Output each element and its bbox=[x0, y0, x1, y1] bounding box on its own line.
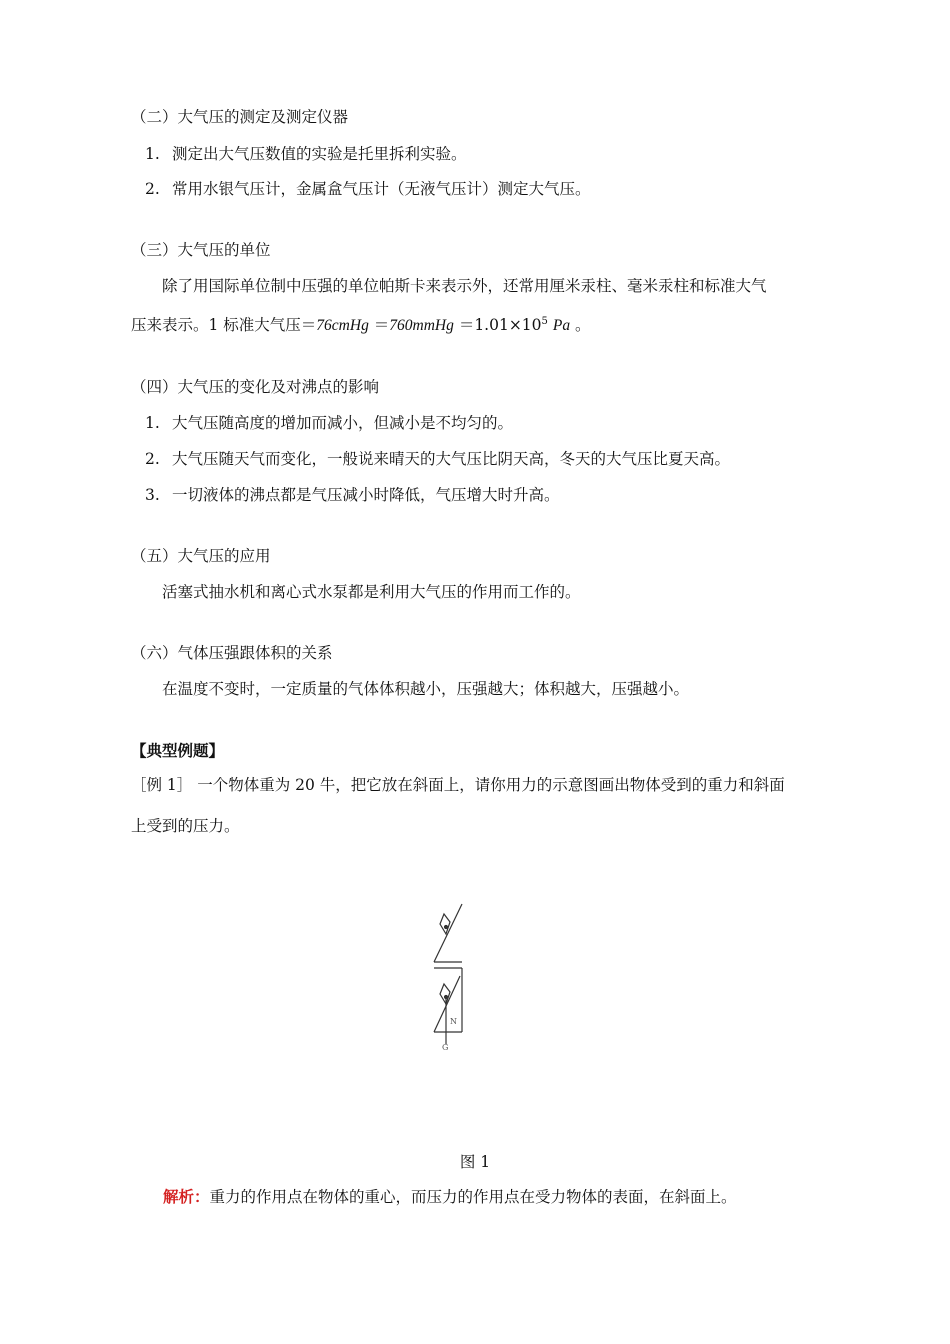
list-number: 2. bbox=[145, 450, 160, 468]
upper-incline-sketch bbox=[434, 904, 462, 962]
paragraph: 活塞式抽水机和离心式水泵都是利用大气压的作用而工作的。 bbox=[162, 583, 581, 601]
list-number: 1. bbox=[145, 414, 160, 432]
section-4-heading: （四）大气压的变化及对沸点的影响 bbox=[131, 378, 380, 396]
list-number: 2. bbox=[145, 180, 160, 198]
formula-unit: Pa bbox=[552, 317, 571, 334]
list-number: 3. bbox=[145, 486, 160, 504]
incline-force-diagram bbox=[420, 896, 480, 1056]
list-item bbox=[145, 449, 730, 469]
paragraph: 除了用国际单位制中压强的单位帕斯卡来表示外，还常用厘米汞柱、毫米汞柱和标准大气 bbox=[162, 277, 767, 295]
formula-exponent: 5 bbox=[541, 316, 548, 327]
section-3-heading: （三）大气压的单位 bbox=[131, 241, 271, 259]
list-text: 一切液体的沸点都是气压减小时降低，气压增大时升高。 bbox=[172, 486, 560, 504]
list-text: 常用水银气压计，金属盒气压计（无液气压计）测定大气压。 bbox=[172, 180, 591, 198]
list-item bbox=[145, 179, 591, 199]
incline-slope bbox=[434, 904, 462, 962]
paragraph: 在温度不变时，一定质量的气体体积越小，压强越大；体积越大，压强越小。 bbox=[162, 680, 690, 698]
list-text: 大气压随高度的增加而减小，但减小是不均匀的。 bbox=[172, 414, 514, 432]
example-1-text: ［例 1］ 一个物体重为 20 牛，把它放在斜面上，请你用力的示意图画出物体受到的重力和斜面 bbox=[131, 776, 785, 794]
formula-unit: cmHg bbox=[331, 317, 369, 334]
formula-end: 。 bbox=[575, 316, 591, 334]
formula-prefix: 压来表示。1 标准大气压＝ bbox=[131, 316, 317, 334]
list-text: 大气压随天气而变化，一般说来晴天的大气压比阴天高，冬天的大气压比夏天高。 bbox=[172, 450, 731, 468]
formula-value: 76 bbox=[316, 317, 332, 334]
force-label-g: G bbox=[442, 1043, 449, 1052]
list-number: 1. bbox=[145, 145, 160, 163]
list-text: 测定出大气压数值的实验是托里拆利实验。 bbox=[172, 145, 467, 163]
lower-incline-sketch bbox=[434, 968, 462, 1044]
formula-equals: ＝ bbox=[373, 316, 390, 334]
section-2-heading: （二）大气压的测定及测定仪器 bbox=[131, 108, 349, 126]
list-item bbox=[145, 144, 467, 164]
formula-value: 760 bbox=[389, 317, 413, 334]
section-5-heading: （五）大气压的应用 bbox=[131, 547, 271, 565]
analysis bbox=[163, 1187, 737, 1207]
example-1-text-continued: 上受到的压力。 bbox=[131, 817, 240, 835]
section-6-heading: （六）气体压强跟体积的关系 bbox=[131, 644, 333, 662]
formula-unit: mmHg bbox=[412, 317, 454, 334]
figure-caption: 图 1 bbox=[459, 1153, 491, 1171]
list-item bbox=[145, 413, 513, 433]
analysis-text: 重力的作用点在物体的重心，而压力的作用点在受力物体的表面，在斜面上。 bbox=[209, 1188, 737, 1206]
formula-equals: ＝1.01×10 bbox=[458, 316, 542, 334]
examples-heading: 【典型例题】 bbox=[131, 741, 225, 760]
analysis-label: 解析： bbox=[163, 1187, 210, 1206]
force-label-n: N bbox=[450, 1017, 457, 1026]
formula-line bbox=[131, 315, 591, 336]
list-item bbox=[145, 485, 560, 505]
center-point bbox=[445, 926, 448, 929]
